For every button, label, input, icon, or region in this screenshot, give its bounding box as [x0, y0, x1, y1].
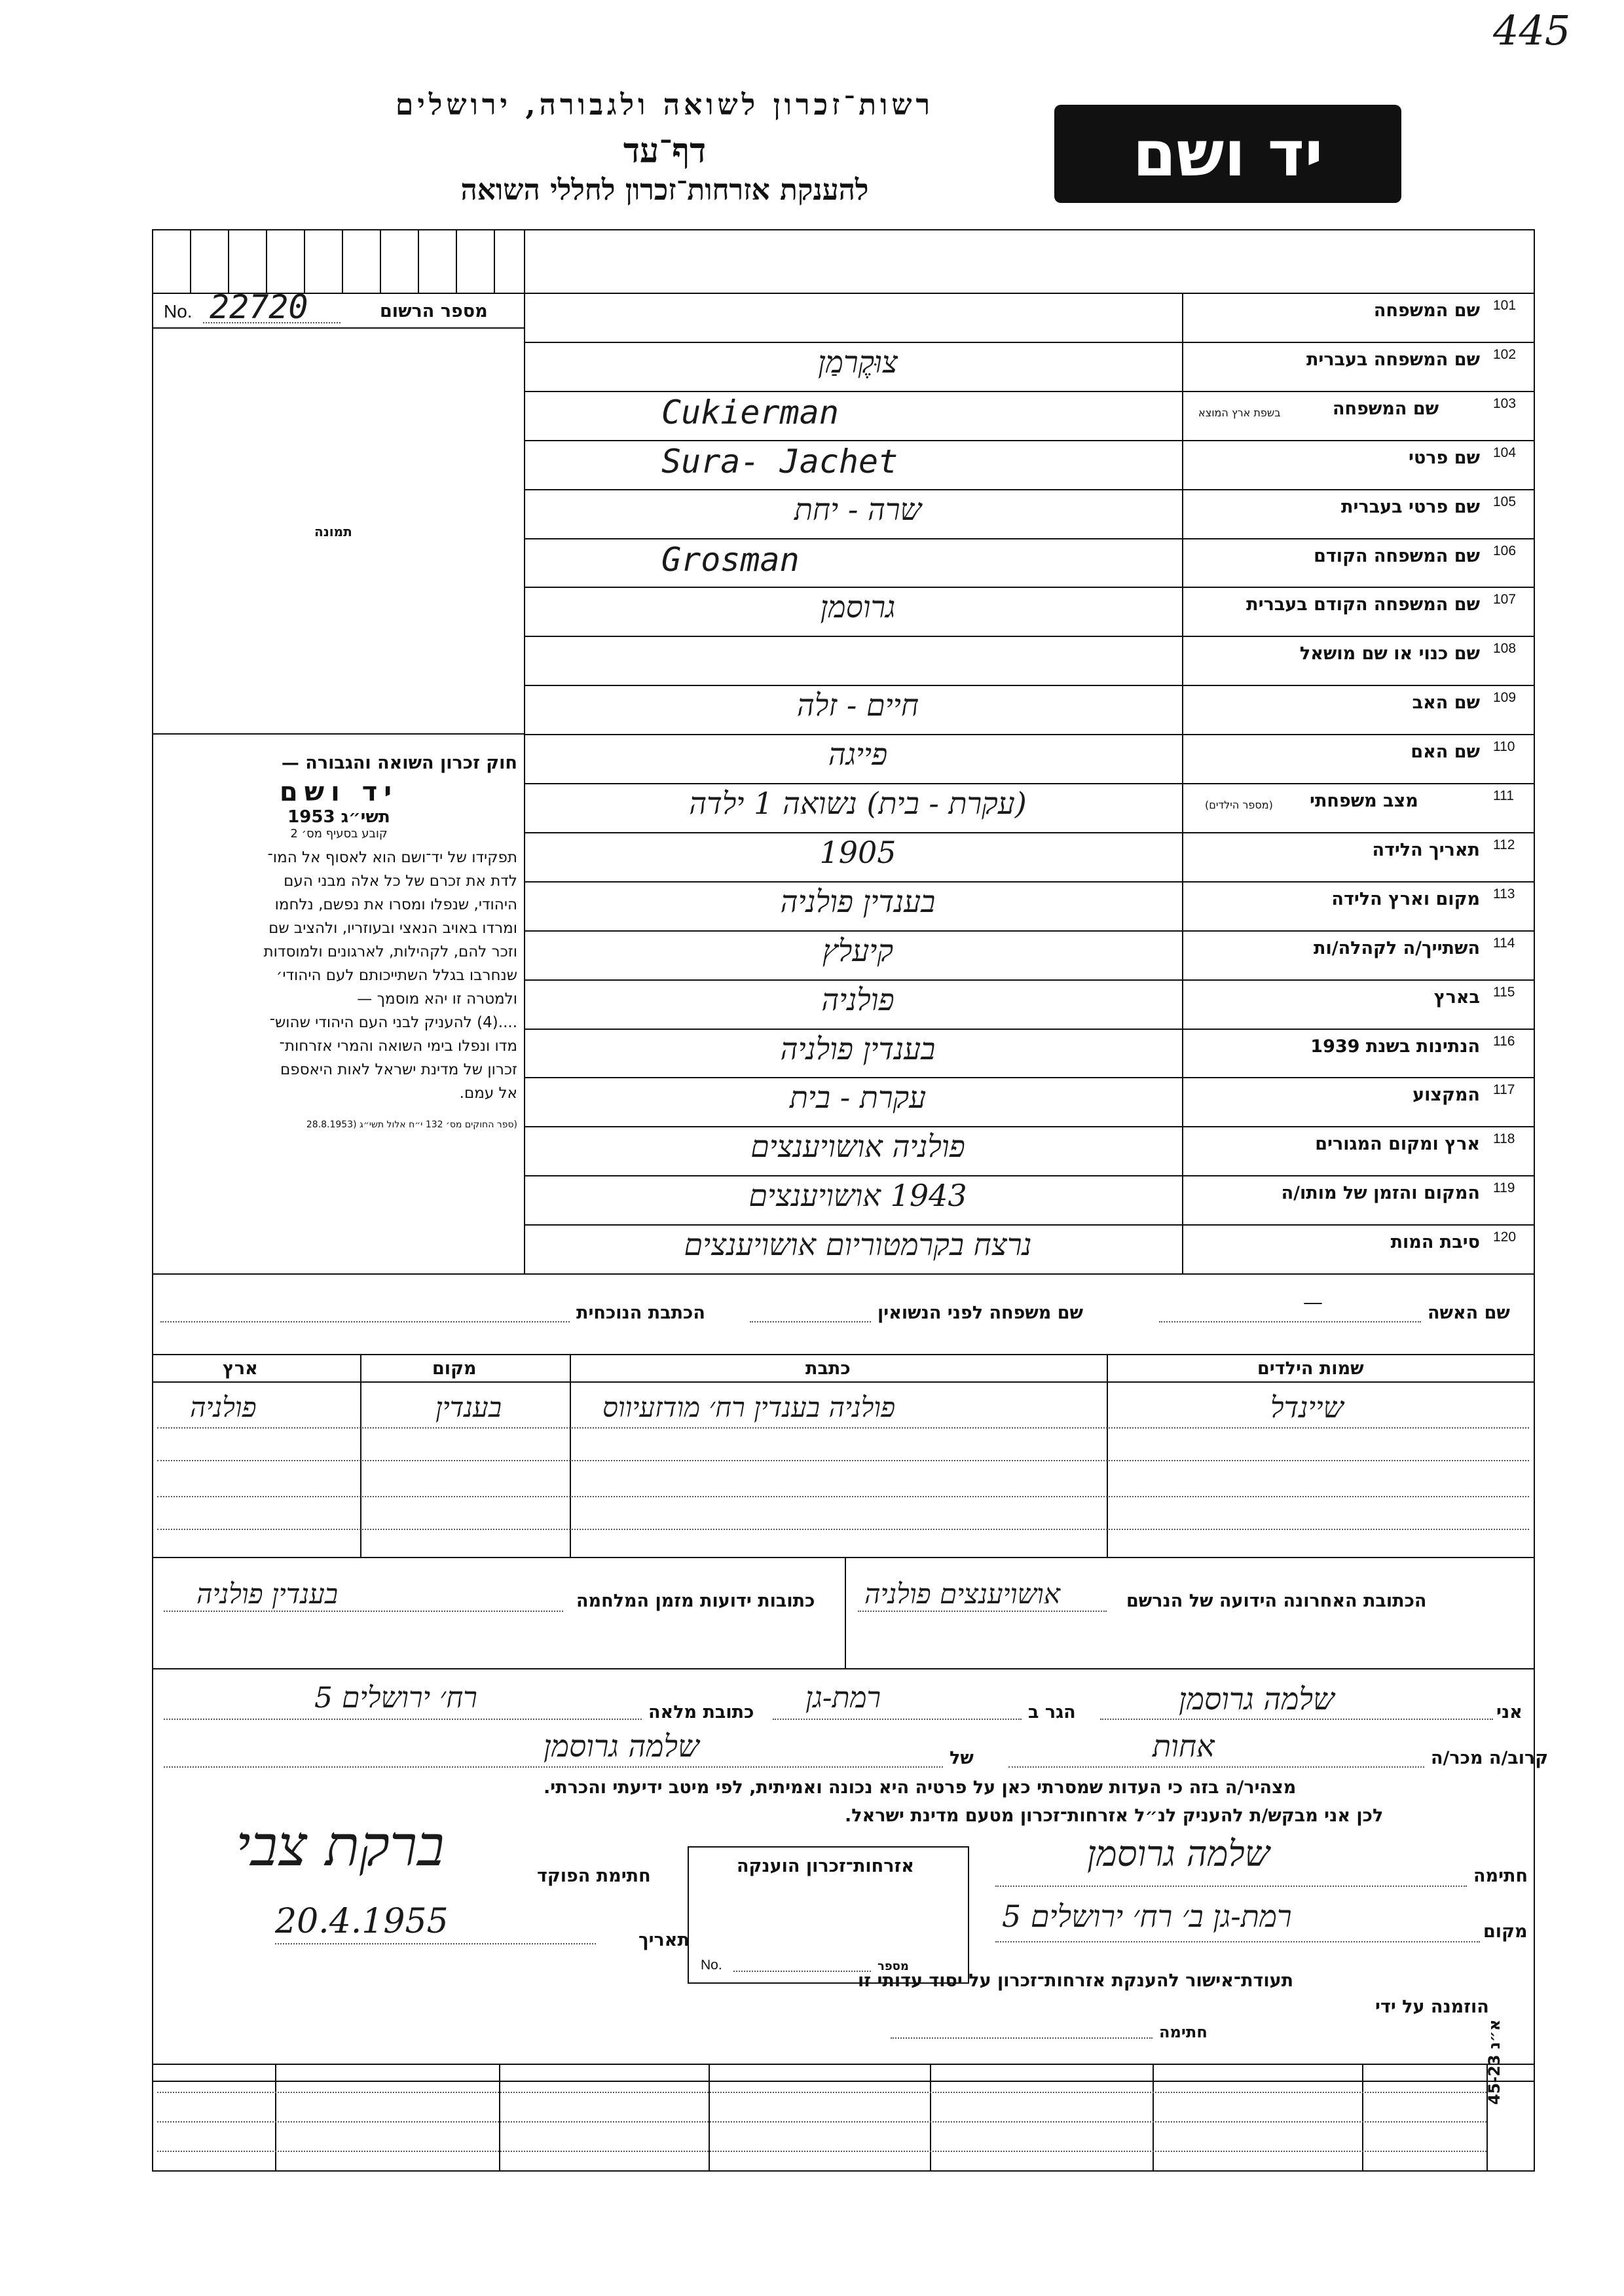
- children-header-names: שמות הילדים: [1257, 1358, 1364, 1379]
- law-text-1: לדת את זכרם של כל אלה מבני העם: [284, 873, 517, 890]
- wife-name-mark: —: [1303, 1291, 1323, 1314]
- field-label: מצב משפחתי: [1310, 791, 1418, 811]
- law-title: חוק זכרון השואה והגבורה —: [281, 753, 517, 773]
- field-label: תאריך הלידה: [1372, 839, 1480, 860]
- child-address: פולניה בענדין רח׳ מודזעיווס: [602, 1391, 896, 1423]
- law-text-10: אל עמם.: [459, 1085, 517, 1102]
- field-number: 115: [1493, 984, 1515, 1000]
- field-label: שם האם: [1411, 742, 1480, 763]
- child-place: בענדין: [435, 1391, 502, 1423]
- law-year: תשי״ג 1953: [287, 807, 390, 827]
- last-address-value: אושויענצים פולניה: [864, 1578, 1061, 1610]
- header-form-title: דף־עד: [623, 131, 707, 171]
- field-value: קיעלץ: [822, 932, 894, 968]
- field-value: 1943 אושויענצים: [748, 1178, 967, 1214]
- field-label: הנתינות בשנת 1939: [1310, 1036, 1480, 1057]
- field-number: 117: [1493, 1082, 1515, 1098]
- field-label: שם המשפחה הקודם בעברית: [1246, 594, 1480, 615]
- declarant-address: רח׳ ירושלים 5: [314, 1681, 477, 1715]
- last-address-label: הכתובת האחרונה הידועה של הנרשם: [1126, 1591, 1427, 1611]
- law-text-6: ולמטרה זו יהא מוסמך —: [357, 991, 517, 1008]
- citizenship-box-no: No.: [701, 1958, 722, 1973]
- field-number: 112: [1493, 837, 1515, 852]
- photo-label: תמונה: [314, 524, 352, 539]
- field-number: 119: [1493, 1180, 1515, 1196]
- field-number: 102: [1493, 346, 1517, 362]
- request-text: לכן אני מבקש/ת להעניק לנ״ל אזרחות־זכרון מטעם מדינת ישראל.: [845, 1806, 1384, 1826]
- field-number: 118: [1493, 1131, 1515, 1147]
- field-value: בענדין פולניה: [780, 883, 936, 919]
- field-value: Grosman: [661, 540, 800, 579]
- declarant-resides-label: הגר ב: [1028, 1702, 1076, 1722]
- field-number: 103: [1493, 395, 1517, 411]
- date-value: 20.4.1955: [275, 1902, 449, 1941]
- law-text-0: תפקידו של יד־ושם הוא לאסוף אל המו־: [267, 849, 517, 866]
- field-number: 105: [1493, 494, 1517, 509]
- law-section: קובע בסעיף מס׳ 2: [290, 827, 388, 841]
- declarant-signature: שלמה גרוסמן: [1087, 1833, 1270, 1874]
- field-label: שם המשפחה: [1373, 301, 1480, 321]
- law-text-4: וזכר להם, לקהילות, לארגונים ולמוסדות: [263, 943, 517, 960]
- registration-number: 22720: [210, 288, 308, 326]
- field-label: המקום והזמן של מותו/ה: [1281, 1183, 1480, 1204]
- signature-label: חתימה: [1473, 1866, 1528, 1886]
- yad-vashem-logo: יד ושם: [1054, 105, 1401, 203]
- registration-label: מספר הרשום: [380, 301, 488, 321]
- field-value: שרה - יחת: [794, 491, 922, 527]
- child-name: שיינדל: [1270, 1391, 1344, 1425]
- field-label: שם פרטי בעברית: [1341, 496, 1480, 517]
- law-text-9: זכרון של מדינת ישראל לאות היאספם: [280, 1061, 517, 1078]
- field-label: בארץ: [1433, 987, 1480, 1008]
- place-label: מקום: [1483, 1922, 1528, 1942]
- law-text-7: ....(4) להעניק לבני העם היהודי שהוש־: [269, 1014, 517, 1031]
- header-subtitle: להענקת אזרחות־זכרון לחללי השואה: [460, 173, 869, 207]
- field-value: עקרת - בית: [789, 1080, 927, 1116]
- citizenship-box-title: אזרחות־זכרון הוענקה: [737, 1856, 914, 1876]
- field-value: בענדין פולניה: [780, 1030, 936, 1066]
- certificate-line2: הוזמנה על ידי: [1375, 1997, 1489, 2017]
- war-address-value: בענדין פולניה: [196, 1578, 339, 1610]
- field-value: פולניה אושויענצים: [750, 1129, 965, 1165]
- place-value: רמת-גן ב׳ רח׳ ירושלים 5: [1002, 1899, 1292, 1934]
- field-value: (עקרת - בית) נשואה 1 ילדה: [689, 786, 1027, 821]
- wife-address-label: הכתבת הנוכחית: [576, 1303, 705, 1323]
- field-label: השתייך/ה לקהלה/ות: [1314, 938, 1480, 958]
- field-number: 114: [1493, 935, 1515, 951]
- field-number: 111: [1493, 788, 1514, 803]
- children-header-country: ארץ: [223, 1358, 258, 1379]
- declarant-resides: רמת-גן: [805, 1681, 881, 1715]
- declarant-address-label: כתובת מלאה: [648, 1702, 754, 1722]
- field-value: נרצח בקרמטוריום אושויענצים: [684, 1227, 1032, 1263]
- field-value: 1905: [819, 834, 896, 870]
- field-value: חיים - זלה: [796, 687, 919, 723]
- declaration-text: מצהיר/ה בזה כי העדות שמסרתי כאן על פרטיה היא נכונה ואמיתית, לפי מיטב ידיעתי והכרתי.: [544, 1777, 1297, 1798]
- field-label: סיבת המות: [1390, 1232, 1480, 1253]
- field-number: 109: [1493, 690, 1517, 706]
- declarant-i-label: אני: [1496, 1702, 1522, 1722]
- certificate-line1: תעודת־אישור להענקת אזרחות־זכרון על יסוד עדותי זו: [858, 1971, 1294, 1991]
- field-label: המקצוע: [1412, 1085, 1480, 1106]
- field-number: 106: [1493, 543, 1517, 558]
- field-value: פולניה: [821, 981, 895, 1017]
- law-text-2: היהודי, שנפלו ומסרו את נפשם, נלחמו: [274, 896, 517, 913]
- field-sublabel: (מספר הילדים): [1205, 799, 1273, 811]
- certificate-signature-label: חתימה: [1159, 2023, 1208, 2041]
- field-label: שם המשפחה: [1333, 398, 1439, 419]
- war-address-label: כתובות ידועות מזמן המלחמה: [576, 1591, 815, 1611]
- field-number: 108: [1493, 641, 1517, 657]
- law-text-8: מדו ונפלו בימי השואה והמרי אזרחות־: [279, 1038, 517, 1055]
- field-number: 110: [1493, 739, 1515, 755]
- of-value: שלמה גרוסמן: [544, 1728, 699, 1764]
- wife-name-label: שם האשה: [1428, 1303, 1510, 1323]
- field-value: Sura- Jachet: [661, 442, 898, 481]
- field-value: פייגה: [828, 737, 888, 773]
- field-label: שם פרטי: [1409, 447, 1480, 468]
- field-label: מקום וארץ הלידה: [1331, 888, 1480, 909]
- archive-number: 445: [1493, 7, 1571, 54]
- citizenship-box-number-label: מספר: [877, 1959, 909, 1973]
- child-country: פולניה: [190, 1391, 257, 1423]
- field-label: שם המשפחה בעברית: [1306, 349, 1480, 370]
- field-number: 120: [1493, 1230, 1517, 1245]
- law-name: יד ושם: [279, 777, 399, 807]
- field-number: 107: [1493, 592, 1517, 608]
- field-number: 104: [1493, 445, 1517, 460]
- law-text-3: ומרדו באויב הנאצי ובעוזריו, ולהציב שם: [268, 920, 517, 937]
- field-value: גרוסמן: [820, 589, 896, 625]
- field-number: 101: [1493, 298, 1517, 313]
- wife-maiden-label: שם משפחה לפני הנשואין: [877, 1303, 1084, 1323]
- field-label: שם האב: [1412, 693, 1480, 714]
- law-panel: [160, 753, 517, 1130]
- registration-prefix: No.: [164, 301, 193, 321]
- field-number: 113: [1493, 886, 1515, 902]
- officer-signature: ברקת צבי: [236, 1813, 445, 1879]
- law-text-5: שנחרבו בגלל השתייכותם לעם היהודי׳: [276, 967, 517, 984]
- of-label: של: [950, 1748, 974, 1768]
- declarant-name: שלמה גרוסמן: [1179, 1681, 1335, 1717]
- field-label: ארץ ומקום המגורים: [1315, 1134, 1480, 1155]
- bottom-side-code: א״נ 45-23: [1485, 2019, 1504, 2105]
- law-footnote: (ספר החוקים מס׳ 132 י״ח אלול תשי״ג (28.8.1953: [306, 1120, 517, 1130]
- field-value: Cukierman: [661, 393, 839, 431]
- field-label: שם כנוי או שם מושאל: [1299, 644, 1480, 665]
- field-label: שם המשפחה הקודם: [1314, 545, 1480, 566]
- children-header-place: מקום: [432, 1358, 477, 1379]
- field-value: צוּקֶרמַן: [817, 344, 898, 380]
- field-sublabel: בשפת ארץ המוצא: [1198, 406, 1281, 419]
- field-number: 116: [1493, 1033, 1515, 1049]
- children-header-address: כתבת: [805, 1358, 851, 1379]
- officer-signature-label: חתימת הפוקד: [537, 1866, 651, 1886]
- bottom-grid: [152, 2064, 1535, 2172]
- header-authority: רשות־זכרון לשואה ולגבורה, ירושלים: [395, 88, 934, 122]
- relation-value: אחות: [1153, 1728, 1215, 1764]
- date-label: תאריך: [638, 1930, 690, 1950]
- relation-label: קרוב/ה מכר/ה: [1431, 1748, 1549, 1768]
